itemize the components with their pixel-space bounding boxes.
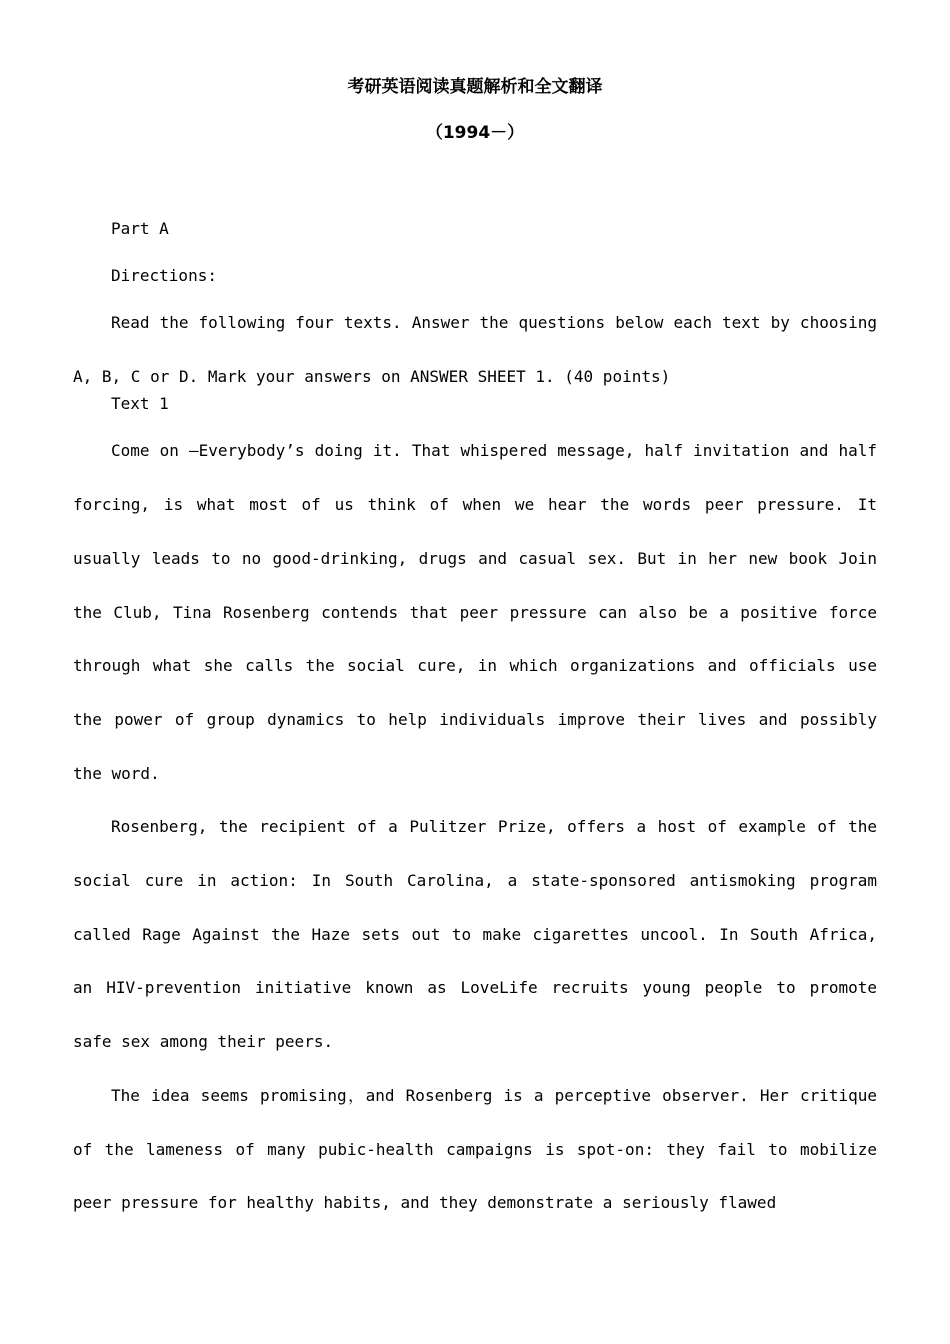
paragraph: Come on –Everybody’s doing it. That whispered message, half invitation and half forcing, is what most of us think of when we hear the words peer pressure. It usually leads to no good-drinking, drugs and casual sex. But in her new book Join the Club, Tina Rosenberg contends that peer pressure can also be a positive force through what she calls the social cure, in which organizations and officials use the power of group dynamics to help individuals improve their lives and possibly the word.: [73, 441, 877, 783]
paragraph: The idea seems promising，and Rosenberg is a perceptive observer. Her critique of the lameness of many pubic-health campaigns is spot-on: they fail to mobilize peer pressure for healthy habits, and they demonstrate a seriously flawed: [73, 1085, 877, 1213]
document-body: [73, 216, 877, 1230]
directions-text: Read the following four texts. Answer the questions below each text by choosing A, B, C or D. Mark your answers on ANSWER SHEET 1. (40 points): [73, 313, 877, 386]
document-subtitle: （1994－）: [425, 123, 525, 143]
paragraph: Rosenberg, the recipient of a Pulitzer Prize, offers a host of example of the social cure in action: In South Carolina, a state-sponsored antismoking program called Rage Against the Haze sets out to make cigarettes uncool. In South Africa, an HIV-prevention initiative known as LoveLife recruits young people to promote safe sex among their peers.: [73, 817, 877, 1052]
directions-label: Directions:: [111, 266, 217, 285]
document-title: 考研英语阅读真题解析和全文翻译: [347, 77, 603, 97]
part-label: Part A: [111, 219, 169, 238]
text-label: Text 1: [111, 394, 169, 414]
